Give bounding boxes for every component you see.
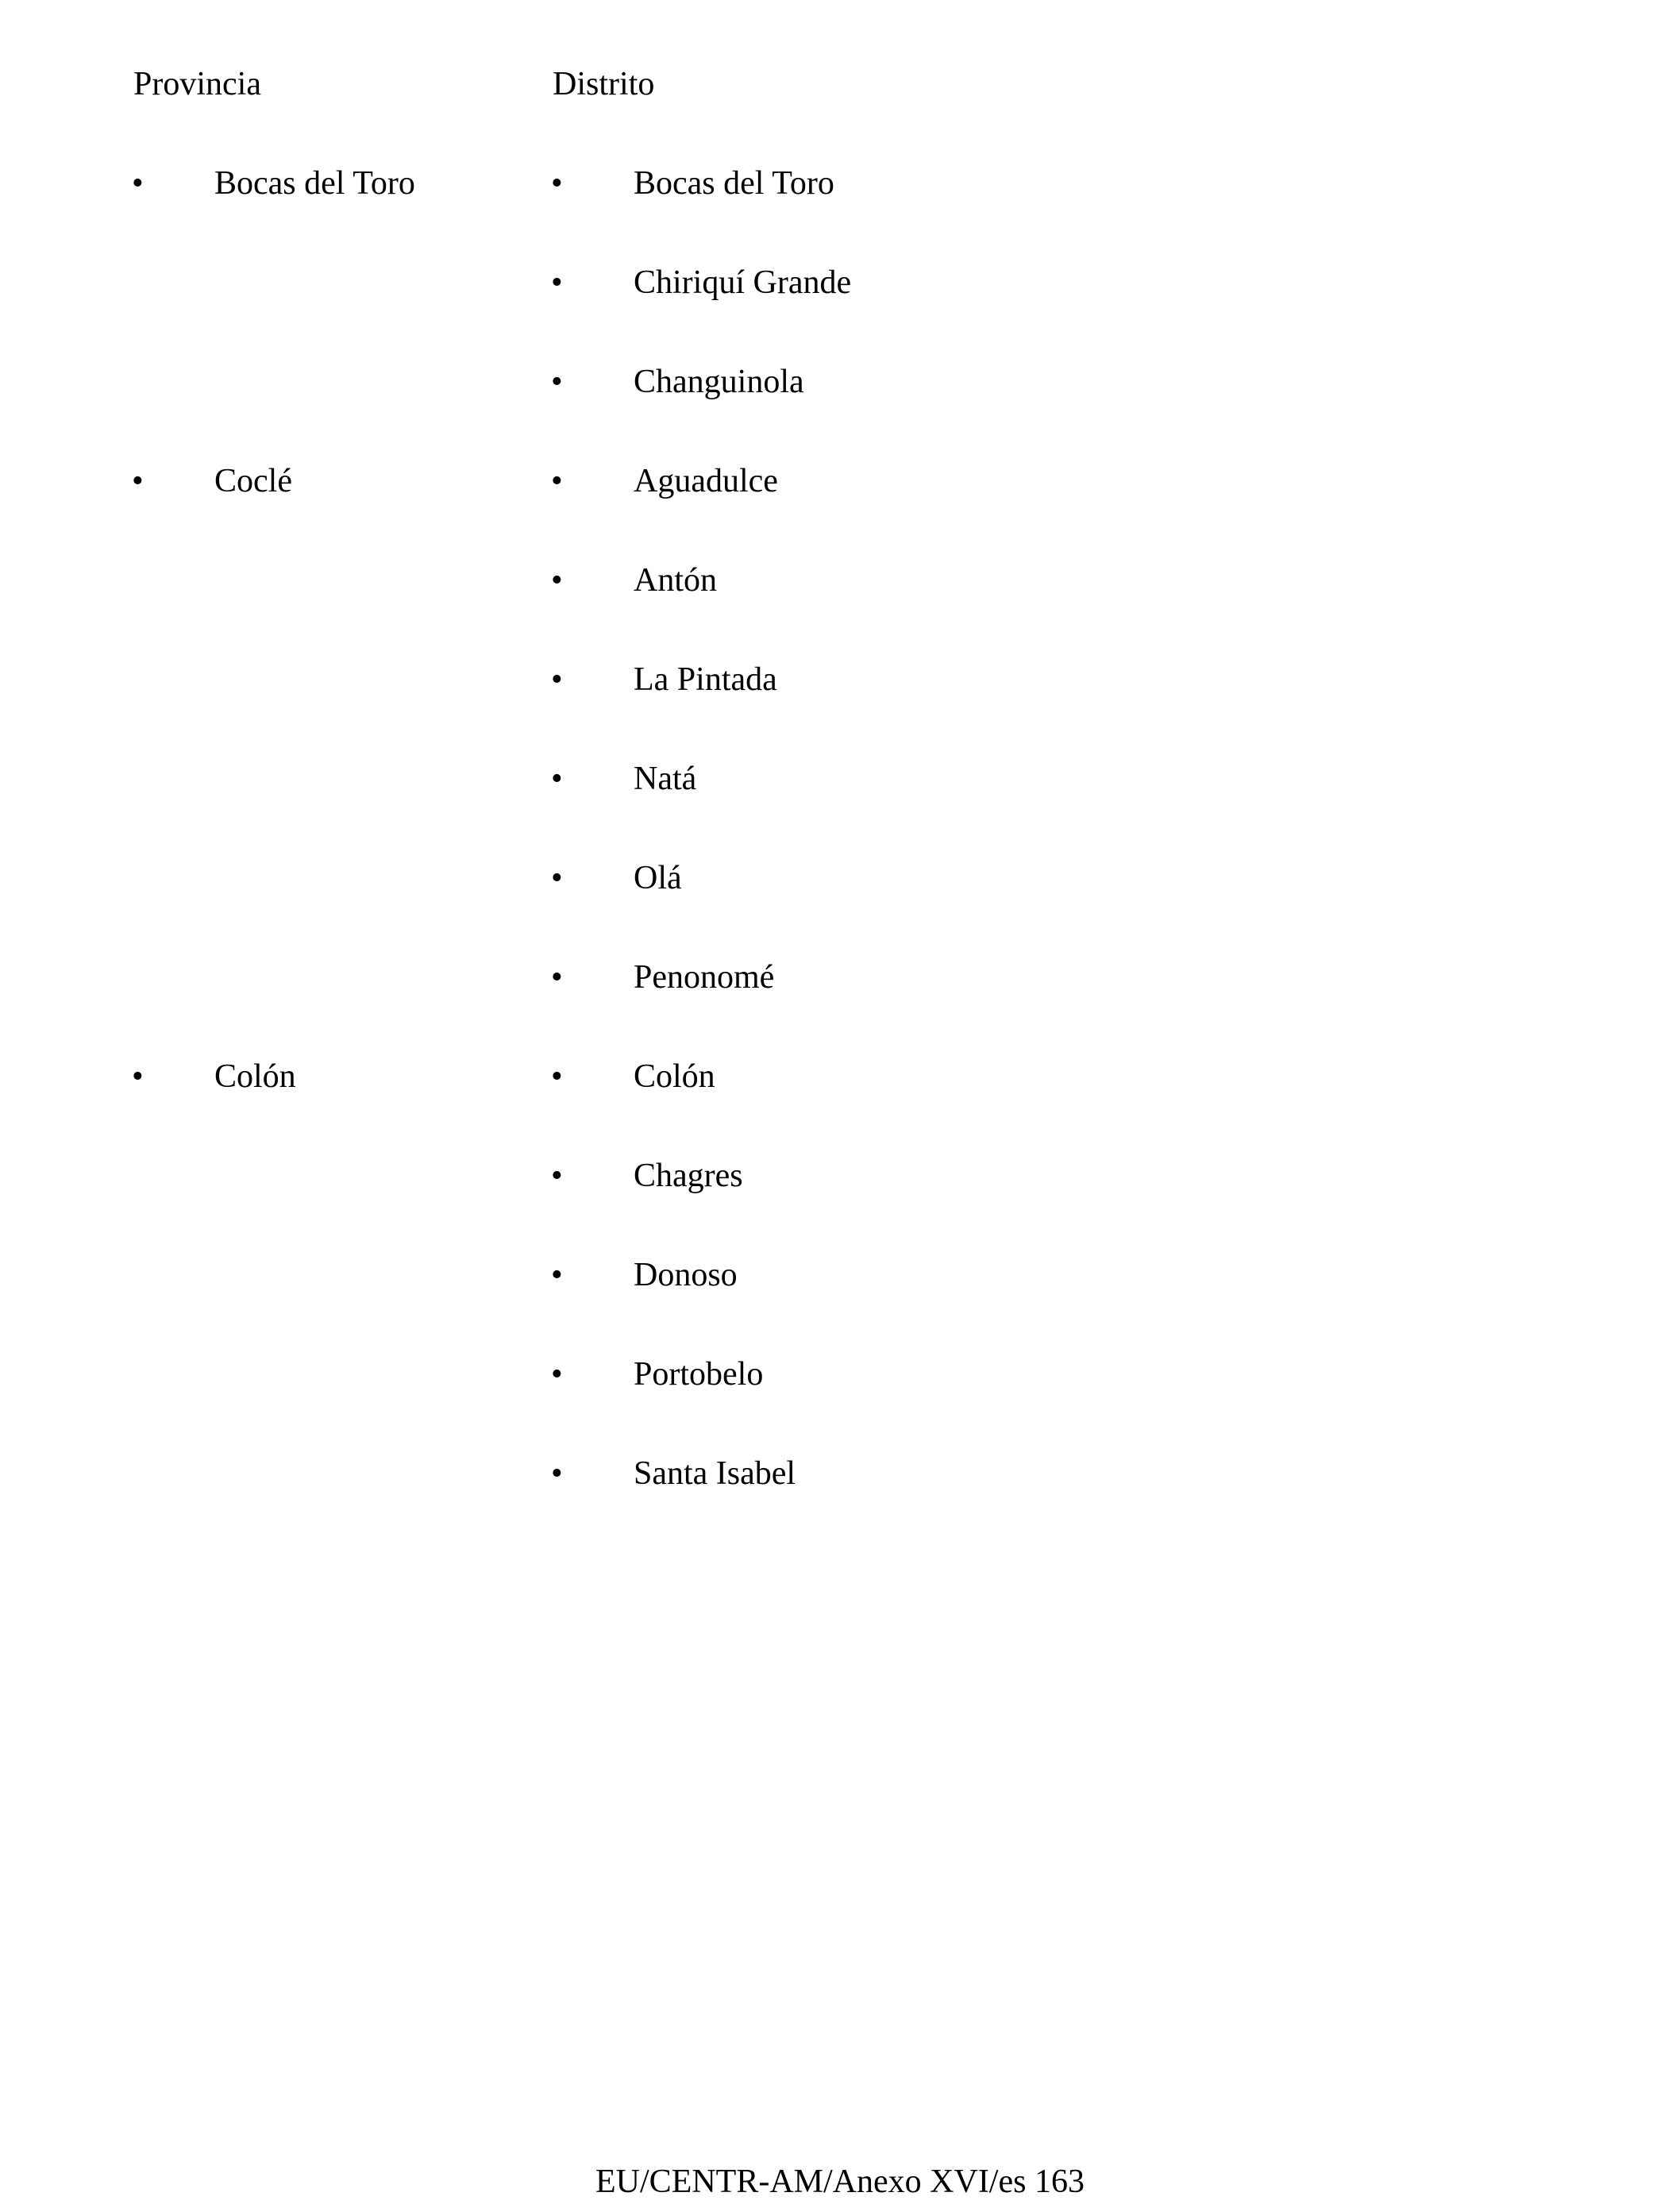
- distrito-name: Chiriquí Grande: [634, 264, 852, 301]
- distrito-name: Penonomé: [634, 959, 775, 996]
- provincia-item: [132, 161, 545, 206]
- provincia-name: Coclé: [214, 463, 292, 499]
- provincia-name: Bocas del Toro: [214, 165, 415, 202]
- table-row: [0, 1451, 1680, 1551]
- provincia-name: Colón: [214, 1058, 296, 1095]
- header-distrito: Distrito: [553, 66, 655, 102]
- distrito-item: [551, 260, 1266, 305]
- bullet-icon: •: [551, 1356, 563, 1393]
- distrito-item: [551, 1352, 1266, 1397]
- provincia-item: [132, 1054, 545, 1099]
- bullet-icon: •: [551, 959, 563, 996]
- distrito-name: Changuinola: [634, 364, 804, 400]
- bullet-icon: •: [551, 1058, 563, 1095]
- table-row: [0, 260, 1680, 360]
- province-district-list: [0, 161, 1680, 1551]
- table-row: [0, 558, 1680, 657]
- bullet-icon: •: [551, 264, 563, 301]
- bullet-icon: •: [551, 562, 563, 599]
- distrito-item: [551, 757, 1266, 801]
- distrito-name: Bocas del Toro: [634, 165, 834, 202]
- table-row: [0, 1054, 1680, 1154]
- table-row: [0, 360, 1680, 459]
- distrito-item: [551, 1253, 1266, 1297]
- bullet-icon: •: [551, 761, 563, 797]
- table-row: [0, 459, 1680, 558]
- distrito-item: [551, 1054, 1266, 1099]
- distrito-name: Olá: [634, 860, 682, 896]
- distrito-name: Colón: [634, 1058, 715, 1095]
- bullet-icon: •: [132, 1058, 144, 1095]
- bullet-icon: •: [551, 463, 563, 499]
- distrito-name: Santa Isabel: [634, 1455, 796, 1492]
- bullet-icon: •: [132, 165, 144, 202]
- distrito-name: Aguadulce: [634, 463, 778, 499]
- header-provincia: Provincia: [133, 66, 261, 102]
- table-row: [0, 856, 1680, 955]
- distrito-name: Donoso: [634, 1257, 738, 1293]
- distrito-name: Antón: [634, 562, 717, 599]
- table-row: [0, 1154, 1680, 1253]
- bullet-icon: •: [551, 860, 563, 896]
- bullet-icon: •: [551, 364, 563, 400]
- bullet-icon: •: [551, 165, 563, 202]
- distrito-item: [551, 360, 1266, 404]
- page-footer: EU/CENTR-AM/Anexo XVI/es 163: [595, 2164, 1085, 2200]
- table-row: [0, 955, 1680, 1054]
- distrito-name: Portobelo: [634, 1356, 764, 1393]
- distrito-item: [551, 955, 1266, 1000]
- column-headers: [0, 62, 1680, 106]
- distrito-item: [551, 161, 1266, 206]
- distrito-name: Chagres: [634, 1158, 743, 1194]
- table-row: [0, 1352, 1680, 1451]
- distrito-item: [551, 459, 1266, 503]
- table-row: [0, 161, 1680, 260]
- bullet-icon: •: [551, 1257, 563, 1293]
- bullet-icon: •: [551, 1455, 563, 1492]
- table-row: [0, 657, 1680, 757]
- distrito-item: [551, 558, 1266, 603]
- distrito-item: [551, 1451, 1266, 1496]
- distrito-name: La Pintada: [634, 661, 777, 698]
- distrito-item: [551, 856, 1266, 900]
- table-row: [0, 757, 1680, 856]
- table-row: [0, 1253, 1680, 1352]
- bullet-icon: •: [551, 661, 563, 698]
- provincia-item: [132, 459, 545, 503]
- distrito-item: [551, 1154, 1266, 1198]
- distrito-name: Natá: [634, 761, 697, 797]
- distrito-item: [551, 657, 1266, 702]
- bullet-icon: •: [551, 1158, 563, 1194]
- bullet-icon: •: [132, 463, 144, 499]
